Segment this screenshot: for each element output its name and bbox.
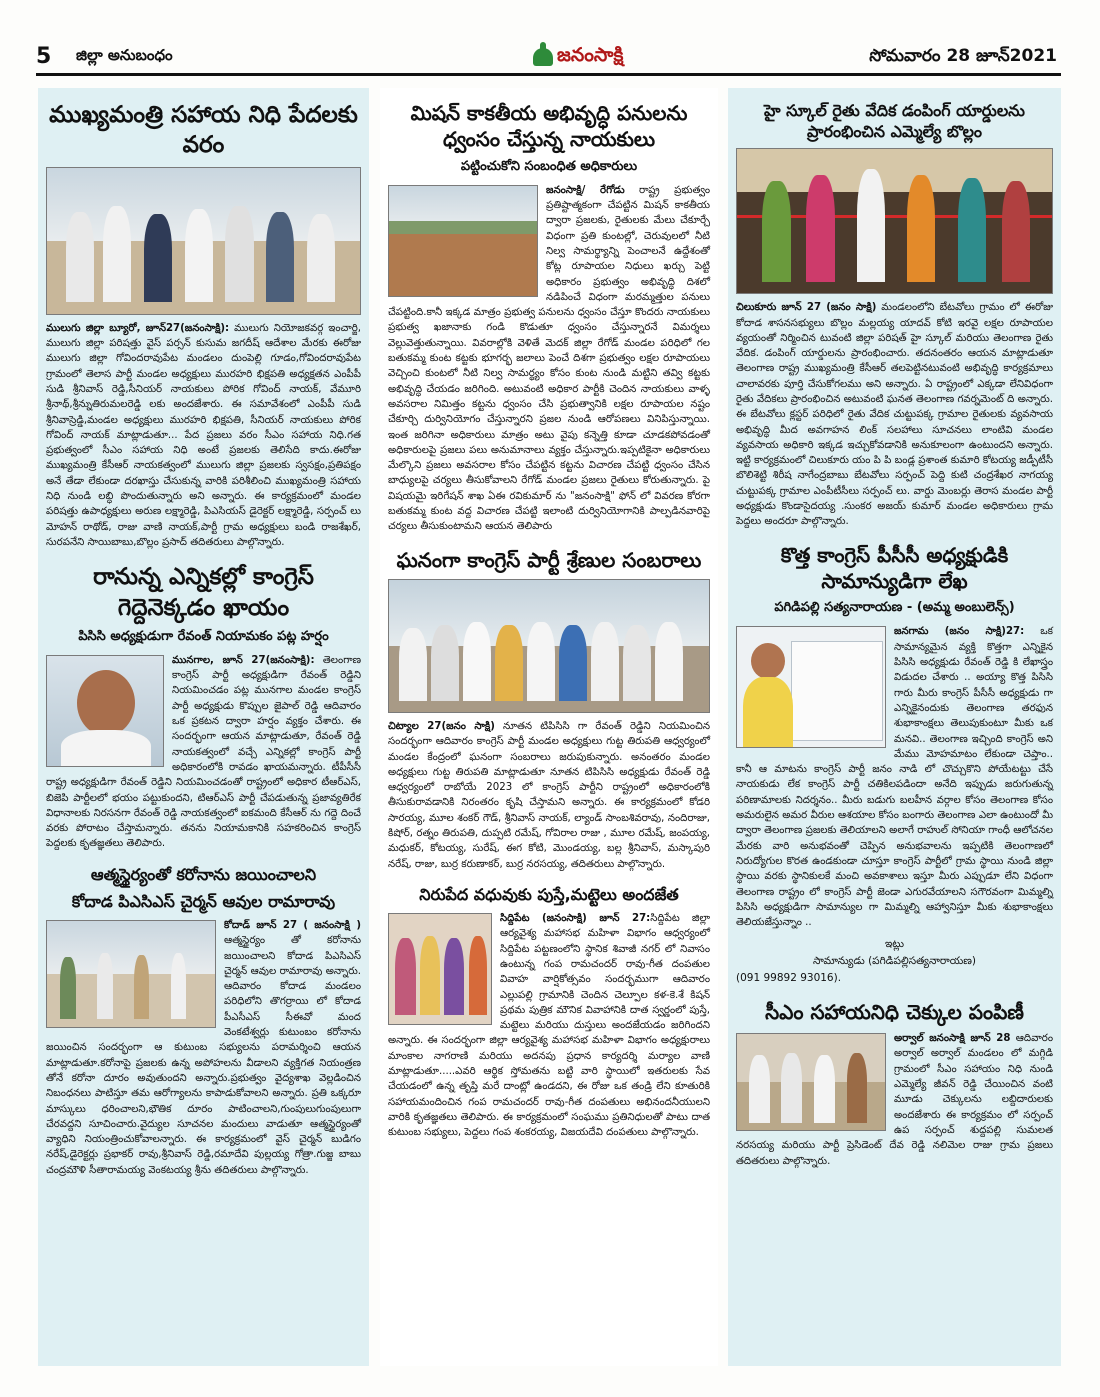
body-text: ఆదివారం అర్వాల్ అర్వాల్ మండలం లో మగ్గిడి గ్రామంలో సీఎం సహాయం నిధి నుండి ఎమ్మెల్యే జీవన్ రెడ్డి చేయించిన వంటి మూడు చెక్కులను లబ్దిదారులకు అందజేశారు ఈ కార్యక్రమం లో సర్పంచ్ ఉప సర్పంచ్ శుద్దపల్లి సుమలత నరసయ్య మరియు పార్టీ ప్రెసిడెంట్ దేవ రెడ్డి నలిమెల రాజు గ్రామ ప్రజలు తదితరులు పాల్గొన్నారు.: [736, 1033, 1053, 1167]
headline: హై స్కూల్ రైతు వేదిక డంపింగ్ యార్డులను ప్రారంభించిన ఎమ్మెల్యే బొల్లం: [764, 101, 1025, 142]
issue-date: సోమవారం 28 జూన్2021: [869, 46, 1057, 66]
wedding-gift-photo: [388, 913, 492, 1025]
masthead-logo: [533, 40, 623, 74]
subheadline: పగిడిపల్లి సత్యనారాయణ - (అమ్మ అంబులెన్స్): [774, 600, 1015, 616]
signature-line-1: ఇట్లు: [885, 938, 904, 951]
body-text: ఒక సామాన్యమైన వ్యక్తి కొత్తగా ఎన్నికైన పిసిసి అధ్యక్షుడు రేవంత్ రెడ్డి కి లేఖాస్త్రం విడుదల చేశారు .. అయ్యా కొత్త పిసిసి గారు మీరు కాంగ్రెస్ పీసీసీ అధ్యక్షుడు గా ఎన్నికైనందుకు తెలంగాణ తరఫున శుభాకాంక్షలు తెలుపుకుంటూ మీకు ఒక మనవి.. తెలంగాణ ఇచ్చింది కాంగ్రెస్ అని మేము మోహమాటం లేకుండా చెప్తాం.. కానీ ఆ మాటను కాంగ్రెస్ పార్టీ జనం నాడి లో చొచ్చుకొని పోయేటట్టు చేసే నాయకుడు లేక కాంగ్రెస్ పార్టీ చతికిలపడిందా అనేది ఇప్పుడు జరుగుతున్న పరిణామాలకు నిదర్శనం.. మీరు బడుగు బలహీన వర్గాల కోసం తెలంగాణ కోసం అమరులైన అమర వీరుల ఆశయాల కోసం బంగారు తెలంగాణ ఎలా ఉంటుందో మీ ద్వారా తెలంగాణ ప్రజలకు తెలియాలని అలాగే రాహుల్ సోనియా గాంధీ ఆలోచనల మేరకు వారి అనుభవంతో చెప్పిన అనుభవాలను ఇప్పటికి తెలంగాణలో నిరుద్యోగుల కొరత ఉండకుండా చూస్తూ కాంగ్రెస్ పార్టీలో గ్రామ స్థాయి నుండి జిల్లా స్థాయి వరకు స్థానికులకే మంచి అవకాశాలు ఇస్తూ మీరు ఎప్పుడూ లేని విధంగా తెలంగాణ రాష్ట్రం లో కాంగ్రెస్ పార్టీ జెండా ఎగురవేయాలని సగౌరవంగా మిమ్మల్ని పిసిసి అధ్యక్షుడిగా సామాన్యుల గా మిమ్మల్ని ఆహ్వానిస్తూ మీకు శుభాకాంక్షలు తెలియజేస్తున్నాం ..: [736, 626, 1053, 929]
ribbon-cutting-photo: [736, 148, 1053, 294]
headline: మిషన్ కాకతీయ అభివృద్ధి పనులను ధ్వంసం చేస్తున్న నాయకులు: [410, 101, 688, 152]
dateline: చిట్యాల 27(జనం సాక్షి): [388, 721, 495, 732]
left-column: [38, 88, 369, 1366]
dateline: మునగాల, జూన్ 27(జనంసాక్షి):: [172, 654, 315, 666]
tank-bund-photo: [388, 185, 538, 297]
dateline: అర్వాల్ జనంసాక్షి జూన్ 28: [894, 1033, 1011, 1045]
subheadline: కోదాడ పిఎసిఎస్ చైర్మన్ ఆవుల రామారావు: [71, 891, 336, 911]
dateline: సిద్దిపేట (జనంసాక్షి) జూన్ 27:: [500, 913, 651, 925]
dateline: జనంసాక్షి/ రేగోడు: [546, 184, 625, 196]
right-column: [728, 88, 1061, 1366]
headline: ఆత్మస్థైర్యంతో కరోనాను జయించాలని: [90, 864, 317, 884]
body-text: ఆత్మస్థైర్యం తో కరోనాను జయించాలని కోదాడ పిఎసిఎస్ చైర్మన్ ఆవుల రామారావు అన్నారు. ఆదివారం కోదాడ మండలం పరిధిలోని తొగర్రాయి లో కోదాడ పీఎసీఎస్ సీఈవో మంద వెంకటేశ్వర్లు కుటుంబం కరోనాను జయించిన సందర్భంగా ఆ కుటుంబ సభ్యులను పరామర్శించి ఆయన మాట్లాడుతూ.కరోనాపై ప్రజలకు ఉన్న అపోహలను వీడాలని వ్యక్తిగత నియంత్రణ తోనే కరోనా దూరం అవుతుందని అన్నారు.ప్రభుత్వం వైద్యశాఖ వెల్లడించిన నిబంధనలు పాటిస్తూ తమ ఆరోగ్యాలను కాపాడుకోవాలని అన్నారు. ప్రతి ఒక్కరూ మాస్కులు ధరించాలని,భౌతిక దూరం పాటించాలని,గుంపులుగుంపులుగా చేరవద్దని సూచించారు.వైద్యుల సూచనల మందులు వాడుతూ ఆత్మస్థైర్యంతో వ్యాధిని నియంత్రించుకోవాలన్నారు. ఈ కార్యక్రమంలో వైస్ చైర్మన్ బుడిగం నరేష్,డైరెక్టర్లు ప్రభాకర్ రావు,శ్రీనివాస్ రెడ్డి,రమాదేవి పుల్లయ్య గోత్రా.గుజ్జ బాబు చంద్రమౌళి సీతారామయ్య వెంకటయ్య శ్రీను తదితరులు పాల్గొన్నారు.: [46, 935, 361, 1176]
article-body: [388, 719, 710, 872]
headline: కొత్త కాంగ్రెస్ పీసీసీ అధ్యక్షుడికి సామాన్యుడిగా లేఖ: [780, 542, 1009, 594]
article-congress-celebrations: [388, 541, 710, 878]
article-bride-gift: [388, 878, 710, 1147]
logo-text: జనంసాక్షి: [557, 43, 624, 66]
portrait-photo: [46, 655, 164, 767]
subheadline: పిసిసి అధ్యక్షుడుగా రేవంత్ నియామకం పట్ల హర్షం: [78, 628, 329, 644]
article-cm-cheques: [736, 993, 1053, 1175]
headline: ముఖ్యమంత్రి సహాయ నిధి పేదలకు వరం: [49, 102, 358, 159]
body-text: నూతన టిపిసిసి గా రేవంత్ రెడ్డిని నియమించిన సందర్భంగా ఆదివారం కాంగ్రెస్ పార్టీ మండల అధ్యక్షులు గుట్ట తిరుపతి ఆధ్వర్యంలో మండల కేంద్రంలో ఘనంగా సంబరాలు జరుపుకున్నారు. అనంతరం మండల అధ్యక్షులు గుట్ట తిరుపతి మాట్లాడుతూ నూతన టిపిసిసి అధ్యక్షుడు రేవంత్ రెడ్డి ఆధ్వర్యంలో రాబోయే 2023 లో కాంగ్రెస్ పార్టీని రాష్ట్రంలో అధికారంలోకి తీసుకురావడానికి నిరంతరం కృషి చేస్తామని అన్నారు. ఈ కార్యక్రమంలో కోడరి సారయ్య, మూల శంకర్ గౌడ్, శ్రీనివాస్ నాయక్, ల్యాండ్ సాంబశివరావు, నందిరాజు, కిషోర్, రత్నం తిరుపతి, దుప్పటి రమేష్, గోవిరాల రాజు , మూల రమేష్, జంపయ్య, మధుకర్, కోటయ్య, సురేష్, ఈగ కోటి, మొండయ్య, బల్ల శ్రీనివాస్, మస్కాపురి నరేష్, రాజు, బుర్ర కరుణాకర్, బుర్ర నరసయ్య, తదితరులు పాల్గొన్నారు.: [388, 721, 711, 870]
body-text: ములుగు నియోజకవర్గ ఇంచార్జి, ములుగు జిల్లా పరిషత్తు వైస్ పర్సన్ కుసుమ జగదీష్ ఆదేశాల మేరకు ఈరోజు ములుగు జిల్లా గోవిందరావుపేట మండలం దుంపెల్లి గూడం,గోవిందరావుపేట గ్రామంలో తెలాస పార్టీ మండల అధ్యక్షులు మురహరి భిక్షపతి అధ్యక్షతన ఎంపీపీ సుడి శ్రీనివాస్ రెడ్డి,సీనియర్ నాయకులు పోరిక గోవింద్ నాయక్, వేమూరి శ్రీనాథ్,శ్రీన్నుతిరుమలరెడ్డి లకు అందజేశారు. ఈ సమావేశంలో ఎంపీపీ సుడి శ్రీనివాస్రెడ్డి,మండల అధ్యక్షులు మురహరి భిక్షపతి, సీనియర్ నాయకులు పోరిక గోవింద్ నాయక్ మాట్లాడుతూ... పేద ప్రజలు వరం సీఎం సహాయ నిధి.గత ప్రభుత్వంలో సీఎం సహాయ నిధి అంటే ప్రజలకు తెలిసేది కాదు.ఈరోజు ముఖ్యమంత్రి కేసీఆర్ నాయకత్వంలో ములుగు జిల్లా ప్రజలకు స్వసక్షం,ప్రతిపక్షం అనే తేడా లేకుండా దరఖాస్తు చేసుకున్న వారికి పరిశీలించి ముఖ్యమంత్రి సహాయ నిధి నుండి లబ్ధి పొందుతున్నారు అని అన్నారు. ఈ కార్యక్రమంలో మండల పరిషత్తు ఉపాధ్యక్షులు అరుణ లక్ష్మారెడ్డి, పిఎసియస్ డైరెక్టర్ లక్ష్మారెడ్డి, సర్పంచ్ లు మోహన్ రాథోడ్, రాజు వాణి నాయక్,పార్టీ గ్రామ అధ్యక్షులు బండి రాజశేఖర్, సురపనేని సాయిబాబు,బొల్లం ప్రసాద్ తదితరులు పాల్గొన్నారు.: [46, 322, 361, 548]
dateline: ములుగు జిల్లా బ్యూరో, జూన్27(జనంసాక్షి):: [46, 322, 230, 334]
subheadline: పట్టించుకోని సంబంధిత అధికారులు: [460, 158, 638, 174]
section-name: జిల్లా అనుబంధం: [76, 45, 173, 64]
page-header: [36, 40, 1061, 76]
middle-column: [380, 88, 718, 1366]
headline: సీఎం సహాయనిధి చెక్కుల పంపిణీ: [765, 999, 1024, 1024]
body-text: రాష్ట్ర ప్రభుత్వం ప్రతిష్టాత్మకంగా చేపట్టిన మిషన్ కాకతీయ ద్వారా ప్రజలకు, రైతులకు మేలు చేకూర్చే విధంగా ప్రతి కుంటల్లో, చెరువులలో నీటి నిల్వ సామర్థ్యాన్ని పెంచాలనే ఉద్దేశంతో కోట్ల రూపాయల నిధులు ఖర్చు పెట్టి అధికారం ప్రభుత్వం అభివృద్ధి దిశలో నడిపించే విధంగా మరమ్మత్తుల పనులు చేపట్టింది.కానీ ఇక్కడ మాత్రం ప్రభుత్వ పనులను ధ్వంసం చేస్తూ కొందరు నాయకులు ప్రభుత్వ ఖజానాకు గండి కొడుతూ ధ్వంసం చేస్తున్నారనే విమర్శలు వెల్లువెత్తుతున్నాయి. వివరాల్లోకి వెళితే మెదక్ జిల్లా రేగోడ్ మండల పరిధిలో గల బతుకమ్మ కుంట కట్టకు భూగర్భ జలాలు పెంచే దిశగా ప్రభుత్వం లక్షల రూపాయలు వెచ్చించి కుంటలో నీటి నిల్వ సామర్థ్యం కోసం కుంట నుండి మట్టిని తవ్వి కట్టకు అభివృద్ధి చేయడం జరిగింది. అటువంటి అధికార పార్టీకి చెందిన నాయకులు వాళ్ళ అవసరాల నిమిత్తం కట్టను ధ్వంసం చేసి ప్రభుత్వానికి లక్షల రూపాయల నష్టం చేకూర్చి దుర్వినియోగం చేస్తున్నారని ప్రజల నుండి ఆరోపణలు వినిపిస్తున్నాయి. ఇంత జరిగినా అధికారులు మాత్రం అటు వైపు కన్నెత్తి కూడా చూడకపోవడంతో అధికారులపై ప్రజలు పలు అనుమానాలు వ్యక్తం చేస్తున్నారు.ఇప్పటికైనా అధికారులు మేల్కొని ప్రజలు అవసరాల కోసం చేపట్టిన కట్టను విచారణ చేపట్టి ధ్వంసం చేసిన బాధ్యులపై చర్యలు తీసుకోవాలని రేగోడ్ మండల ప్రజలు రైతులు కోరుతున్నారు. పై విషయమై ఇరిగేషన్ శాఖ ఏఈ రవికుమార్ ను "జనంసాక్షి" ఫోన్ లో వివరణ కోరగా బతుకమ్మ కుంట వద్ద విచారణ చేపట్టి ఇలాంటి దుర్వినియోగానికి పాల్పడినవారిపై చర్యలు తీసుకుంటామని ఆయన తెలిపారు: [388, 184, 710, 533]
dateline: జనగామ (జనం సాక్షి)27:: [894, 626, 1025, 638]
dateline: చిలుకూరు జూన్ 27 (జనం సాక్షి): [736, 302, 877, 314]
body-text: మండలంలోని బేటవోలు గ్రామం లో ఈరోజు కోదాడ శాసనసభ్యులు బొల్లం మల్లయ్య యాదవ్ కోటి ఇరవై లక్షల రూపాయల వ్యయంతో నిర్మించిన టువంటి జిల్లా పరిషత్ హై స్కూల్ మరియు తెలంగాణ రైతు వేదిక. డంపింగ్ యార్డులను ప్రారంభించారు. తదనంతరం ఆయన మాట్లాడుతూ తెలంగాణ రాష్ట్ర ముఖ్యమంత్రి కేసీఆర్ తలపెట్టినటువంటి అభివృద్ధి కార్యక్రమాలు చాలావరకు పూర్తి చేసుకోగలము అని అన్నారు. ఏ రాష్ట్రంలో ఎక్కడా లేనివిధంగా రైతు వేదికలు ప్రారంభించిన అటువంటి ఘనత తెలంగాణ గవర్నమెంట్ ది అన్నారు. ఈ బేటవోలు క్లస్టర్ పరిధిలో రైతు వేదిక చుట్టుపక్క గ్రామాల రైతులకు వ్యవసాయ అభివృద్ధి మీద అవగాహన లింక్ సలహాలు సూచనలు లాంటివి మండల వ్యవసాయ అధికారి ఇక్కడ ఇచ్చుకోవడానికి అనుకూలంగా ఉంటుందని అన్నారు. ఇట్టి కార్యక్రమంలో చిలుకూరు యం పి పి బండ్ల ప్రశాంత కుమారి కోటయ్య జడ్పీటీసీ బొలిశెట్టి శిరీష నాగేంద్రబాబు బేటవోలు సర్పంచ్ పెద్ది కుటి చంద్రశేఖర నాగయ్య చుట్టుపక్క గ్రామాల ఎంపీటీసీలు సర్పంచ్ లు. వార్డు మెంబర్లు తెరాస మండల పార్టీ అధ్యక్షుడు కొండాసైదయ్య .సుంకర అజయ్ కుమార్ మండల అధికారులు గ్రామ పెద్దలు అందరూ పాల్గొన్నారు.: [736, 302, 1053, 528]
article-body: [46, 321, 361, 550]
group-photo: [46, 167, 361, 315]
cheque-distribution-photo: [736, 1033, 886, 1131]
logo-leaf-icon: [533, 48, 553, 66]
article-mission-kakatiya: [388, 94, 710, 541]
article-cm-relief-fund: [46, 94, 361, 556]
article-high-school-opening: [736, 94, 1053, 536]
body-text: తెలంగాణ కాంగ్రెస్ పార్టీ అధ్యక్షుడిగా రేవంత్ రెడ్డిని నియమించడం పట్ల మునగాల మండల కాంగ్రెస్ పార్టీ అధ్యక్షుడు కొప్పుల జైపాల్ రెడ్డి ఆదివారం ఒక ప్రకటన ద్వారా హర్షం వ్యక్తం చేశారు. ఈ సందర్భంగా ఆయన మాట్లాడుతూ, రేవంత్ రెడ్డి నాయకత్వంలో వచ్చే ఎన్నికల్లో కాంగ్రెస్ పార్టీ అధికారంలోకి రావడం ఖాయమన్నారు. టీపీసీసీ రాష్ట్ర అధ్యక్షుడిగా రేవంత్ రెడ్డిని నియమించడంతో రాష్ట్రంలో అధికార టీఆర్ఎస్, బిజెపి పార్టీలలో భయం పట్టుకుందని, టిఆర్ఎస్ పార్టీ చేపడుతున్న ప్రజావ్యతిరేక విధానాలకు నిరసనగా రేవంత్ రెడ్డి నాయకత్వంలో ఐకమంది కేసీఆర్ ను గద్దె దించే వరకు పోరాటం చేస్తామన్నారు. తనను నియామకానికి సహకరించిన కాంగ్రెస్ పెద్దలకు కృతజ్ఞతలు తెలిపారు.: [46, 654, 361, 850]
signature-phone: (091 99892 93016).: [736, 971, 842, 984]
article-letter-to-pcc: [736, 536, 1053, 993]
signature-line-2: సామాన్యుడు (పగిడిపల్లిసత్యనారాయణ): [812, 955, 977, 968]
visit-photo: [46, 920, 216, 1028]
ambulance-photo: [736, 626, 886, 748]
body-text: సిద్దిపేట జిల్లా ఆర్యవైశ్య మహాసభ మహిళా విభాగం ఆధ్వర్యంలో సిద్దిపేట పట్టణంలోని స్థానిక శివాజీ నగర్ లో నివాసం ఉంటున్న గంప రామచందర్ రావు-గీత దంపతుల వివాహ వార్షికోత్సవం సందర్భముగా ఆదివారం ఎల్లుపల్లి గ్రామానికి చెందిన చెల్పూల కళ-కె.శే కిషన్ ప్రథమ పుత్రిక మౌనిక వివాహానికి దాత స్వర్ణంలో పుస్తే, మట్టెలు మరియు దుస్తులు అందజేయడం జరిగిందని అన్నారు. ఈ సందర్భంగా జిల్లా ఆర్యవైశ్య మహాసభ మహిళా విభాగం అధ్యక్షురాలు మాంకాల నాగరాణి మరియు అదనపు ప్రధాన కార్యదర్శి మర్యాల వాణి మాట్లాడుతూ.....ఎవరి ఆర్థిక స్తోమతను బట్టి వారి స్థాయిలో ఇతరులకు సేవ చేయడంలో ఉన్న తృప్తి మరే దాంట్లో ఉండదని, ఈ రోజు ఒక తండ్రి లేని కూతురికి సహాయమందించిన గంప రామచందర్ రావు-గీత దంపతులు అభినందనీయులని వారికి కృతజ్ఞతలు తెలిపారు. ఈ కార్యక్రమంలో సంఘము ప్రతినిధులతో పాటు దాత కుటుంబ సభ్యులు, పెద్దలు గంప శంకరయ్య, విజయదేవి దంపతులు పాల్గొన్నారు.: [388, 913, 710, 1139]
article-body: [736, 300, 1053, 529]
celebration-photo: [388, 579, 710, 713]
headline: ఘనంగా కాంగ్రెస్ పార్టీ శ్రేణుల సంబరాలు: [396, 547, 702, 572]
dateline: కోదాడ్ జూన్ 27 ( జనంసాక్షి ): [224, 919, 361, 931]
headline: రానున్న ఎన్నికల్లో కాంగ్రెస్ గెద్దెనెక్కడం ఖాయం: [93, 564, 314, 621]
headline: నిరుపేద వధువుకు పుస్తే,మట్టెలు అందజేత: [419, 884, 679, 904]
article-kodad-corona: [46, 858, 361, 1184]
article-congress-elections: [46, 556, 361, 858]
page-number: 5: [36, 44, 52, 69]
letter-signature: [736, 936, 1053, 986]
